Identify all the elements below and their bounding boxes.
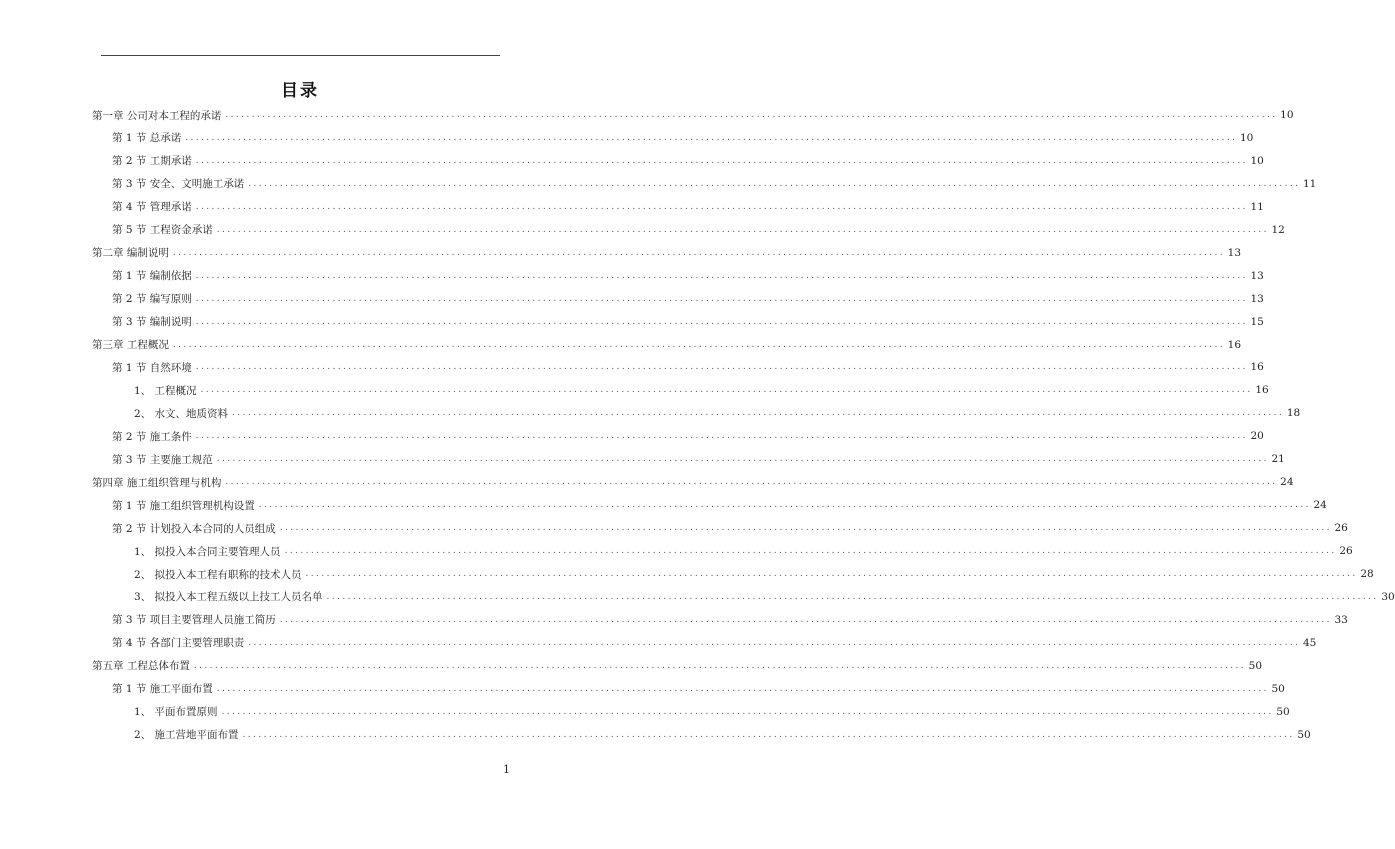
toc-entry-page: 50 (1297, 728, 1311, 741)
toc-entry-page: 45 (1303, 636, 1317, 649)
toc-section-entry[interactable] (112, 632, 1317, 654)
toc-entry-label: 第 2 节 施工条件 (112, 430, 192, 443)
toc-dot-leader: ........................................................................................................................................................................................................ (248, 637, 1301, 648)
toc-section-entry[interactable] (112, 356, 1264, 378)
header-rule (101, 55, 500, 56)
toc-entry-label: 第 5 节 工程资金承诺 (112, 224, 213, 237)
toc-dot-leader: ........................................................................................................................................................................................................ (216, 454, 1269, 465)
toc-entry-label: 1、 工程概况 (134, 384, 197, 397)
toc-dot-leader: ........................................................................................................................................................................................................ (193, 660, 1247, 671)
toc-dot-leader: ........................................................................................................................................................................................................ (195, 155, 1248, 166)
toc-section-entry[interactable] (112, 609, 1348, 631)
toc-entry-label: 第 3 节 主要施工规范 (112, 453, 213, 466)
toc-section-entry[interactable] (112, 494, 1327, 516)
toc-entry-label: 第 4 节 管理承诺 (112, 201, 192, 214)
toc-subsection-entry[interactable] (134, 701, 1290, 723)
toc-entry-page: 12 (1271, 223, 1285, 236)
toc-entry-label: 2、 施工营地平面布置 (134, 729, 239, 742)
toc-entry-label: 第 1 节 施工组织管理机构设置 (112, 499, 255, 512)
toc-entry-page: 11 (1303, 177, 1317, 190)
toc-entry-label: 第 4 节 各部门主要管理职责 (112, 637, 245, 650)
toc-dot-leader: ........................................................................................................................................................................................................ (195, 362, 1248, 373)
toc-dot-leader: ........................................................................................................................................................................................................ (284, 546, 1337, 557)
toc-subsection-entry[interactable] (134, 563, 1374, 585)
toc-subsection-entry[interactable] (134, 586, 1395, 608)
toc-dot-leader: ........................................................................................................................................................................................................ (225, 110, 1278, 120)
toc-entry-page: 26 (1334, 522, 1348, 535)
toc-dot-leader: ........................................................................................................................................................................................................ (225, 477, 1278, 488)
toc-section-entry[interactable] (112, 196, 1264, 218)
toc-entry-page: 33 (1334, 613, 1348, 626)
toc-entry-label: 2、 拟投入本工程有职称的技术人员 (134, 568, 302, 581)
toc-entry-page: 28 (1360, 568, 1374, 580)
toc-entry-label: 第 3 节 安全、文明施工承诺 (112, 178, 245, 191)
toc-entry-page: 11 (1250, 200, 1264, 213)
toc-entry-page: 24 (1313, 499, 1327, 512)
toc-entry-page: 20 (1250, 430, 1264, 443)
toc-dot-leader: ........................................................................................................................................................................................................ (195, 293, 1248, 304)
toc-entry-page: 16 (1250, 361, 1264, 374)
toc-entry-label: 1、 拟投入本合同主要管理人员 (134, 545, 281, 558)
toc-entry-label: 1、 平面布置原则 (134, 706, 218, 719)
toc-section-entry[interactable] (112, 219, 1285, 241)
toc-entry-label: 第 1 节 施工平面布置 (112, 683, 213, 696)
toc-entry-page: 10 (1240, 131, 1254, 144)
toc-entry-label: 第一章 公司对本工程的承诺 (92, 109, 222, 122)
toc-dot-leader: ........................................................................................................................................................................................................ (195, 201, 1248, 212)
toc-entry-label: 第 1 节 总承诺 (112, 132, 182, 145)
toc-chapter-entry[interactable] (92, 242, 1242, 264)
toc-entry-page: 13 (1250, 292, 1264, 305)
toc-entry-label: 第 3 节 编制说明 (112, 316, 192, 329)
toc-section-entry[interactable] (112, 265, 1264, 287)
toc-dot-leader: ........................................................................................................................................................................................................ (221, 706, 1274, 717)
toc-dot-leader: ........................................................................................................................................................................................................ (172, 247, 1226, 258)
toc-entry-page: 15 (1250, 315, 1264, 328)
toc-dot-leader: ........................................................................................................................................................................................................ (216, 224, 1269, 235)
toc-dot-leader: ........................................................................................................................................................................................................ (279, 523, 1332, 534)
toc-chapter-entry[interactable] (92, 104, 1294, 126)
toc-dot-leader: ........................................................................................................................................................................................................ (232, 408, 1285, 419)
toc-dot-leader: ........................................................................................................................................................................................................ (258, 500, 1311, 511)
toc-section-entry[interactable] (112, 311, 1264, 333)
page-title: 目录 (281, 81, 319, 101)
toc-dot-leader: ........................................................................................................................................................................................................ (195, 270, 1248, 281)
toc-entry-label: 第 2 节 编写原则 (112, 293, 192, 306)
toc-entry-label: 第 3 节 项目主要管理人员施工简历 (112, 614, 276, 627)
toc-dot-leader: ........................................................................................................................................................................................................ (195, 431, 1248, 442)
toc-dot-leader: ........................................................................................................................................................................................................ (216, 683, 1269, 694)
toc-entry-page: 50 (1248, 659, 1263, 672)
toc-chapter-entry[interactable] (92, 655, 1263, 677)
toc-entry-page: 10 (1280, 109, 1294, 121)
toc-dot-leader: ........................................................................................................................................................................................................ (185, 132, 1238, 143)
toc-entry-label: 3、 拟投入本工程五级以上技工人员名单 (134, 591, 323, 604)
toc-dot-leader: ........................................................................................................................................................................................................ (172, 339, 1226, 350)
toc-entry-label: 第 1 节 编制依据 (112, 270, 192, 283)
toc-entry-page: 21 (1271, 453, 1285, 466)
toc-entry-page: 50 (1276, 705, 1290, 718)
toc-entry-label: 第 2 节 工期承诺 (112, 155, 192, 168)
toc-dot-leader: ........................................................................................................................................................................................................ (305, 569, 1358, 579)
toc-entry-label: 2、 水文、地质资料 (134, 407, 229, 420)
toc-section-entry[interactable] (112, 173, 1317, 195)
toc-dot-leader: ........................................................................................................................................................................................................ (242, 729, 1295, 740)
toc-entry-page: 18 (1286, 407, 1301, 420)
toc-entry-page: 24 (1280, 476, 1294, 489)
toc-section-entry[interactable] (112, 678, 1285, 700)
toc-entry-page: 13 (1227, 246, 1242, 259)
toc-subsection-entry[interactable] (134, 540, 1353, 562)
page-number: 1 (503, 763, 510, 776)
toc-dot-leader: ........................................................................................................................................................................................................ (326, 591, 1379, 602)
toc-section-entry[interactable] (112, 517, 1348, 539)
toc-entry-page: 16 (1227, 338, 1242, 351)
toc-dot-leader: ........................................................................................................................................................................................................ (200, 385, 1253, 396)
toc-section-entry[interactable] (112, 127, 1254, 149)
toc-entry-page: 30 (1381, 590, 1395, 603)
toc-entry-label: 第四章 施工组织管理与机构 (92, 476, 222, 489)
toc-subsection-entry[interactable] (134, 379, 1269, 401)
toc-subsection-entry[interactable] (134, 402, 1301, 424)
toc-entry-label: 第五章 工程总体布置 (92, 660, 190, 673)
toc-entry-label: 第 2 节 计划投入本合同的人员组成 (112, 522, 276, 535)
toc-section-entry[interactable] (112, 448, 1285, 470)
toc-entry-page: 50 (1271, 682, 1285, 695)
toc-subsection-entry[interactable] (134, 724, 1311, 746)
toc-entry-label: 第三章 工程概况 (92, 339, 169, 351)
toc-dot-leader: ........................................................................................................................................................................................................ (248, 178, 1301, 189)
toc-entry-page: 16 (1255, 384, 1269, 397)
toc-entry-label: 第 1 节 自然环境 (112, 361, 192, 374)
toc-chapter-entry[interactable] (92, 471, 1294, 493)
toc-section-entry[interactable] (112, 150, 1264, 172)
toc-dot-leader: ........................................................................................................................................................................................................ (279, 614, 1332, 625)
toc-entry-page: 10 (1250, 154, 1264, 167)
toc-chapter-entry[interactable] (92, 334, 1242, 356)
toc-section-entry[interactable] (112, 425, 1264, 447)
toc-entry-label: 第二章 编制说明 (92, 247, 169, 260)
toc-entry-page: 13 (1250, 269, 1264, 282)
toc-section-entry[interactable] (112, 288, 1264, 310)
toc-dot-leader: ........................................................................................................................................................................................................ (195, 316, 1248, 327)
toc-entry-page: 26 (1339, 545, 1353, 558)
